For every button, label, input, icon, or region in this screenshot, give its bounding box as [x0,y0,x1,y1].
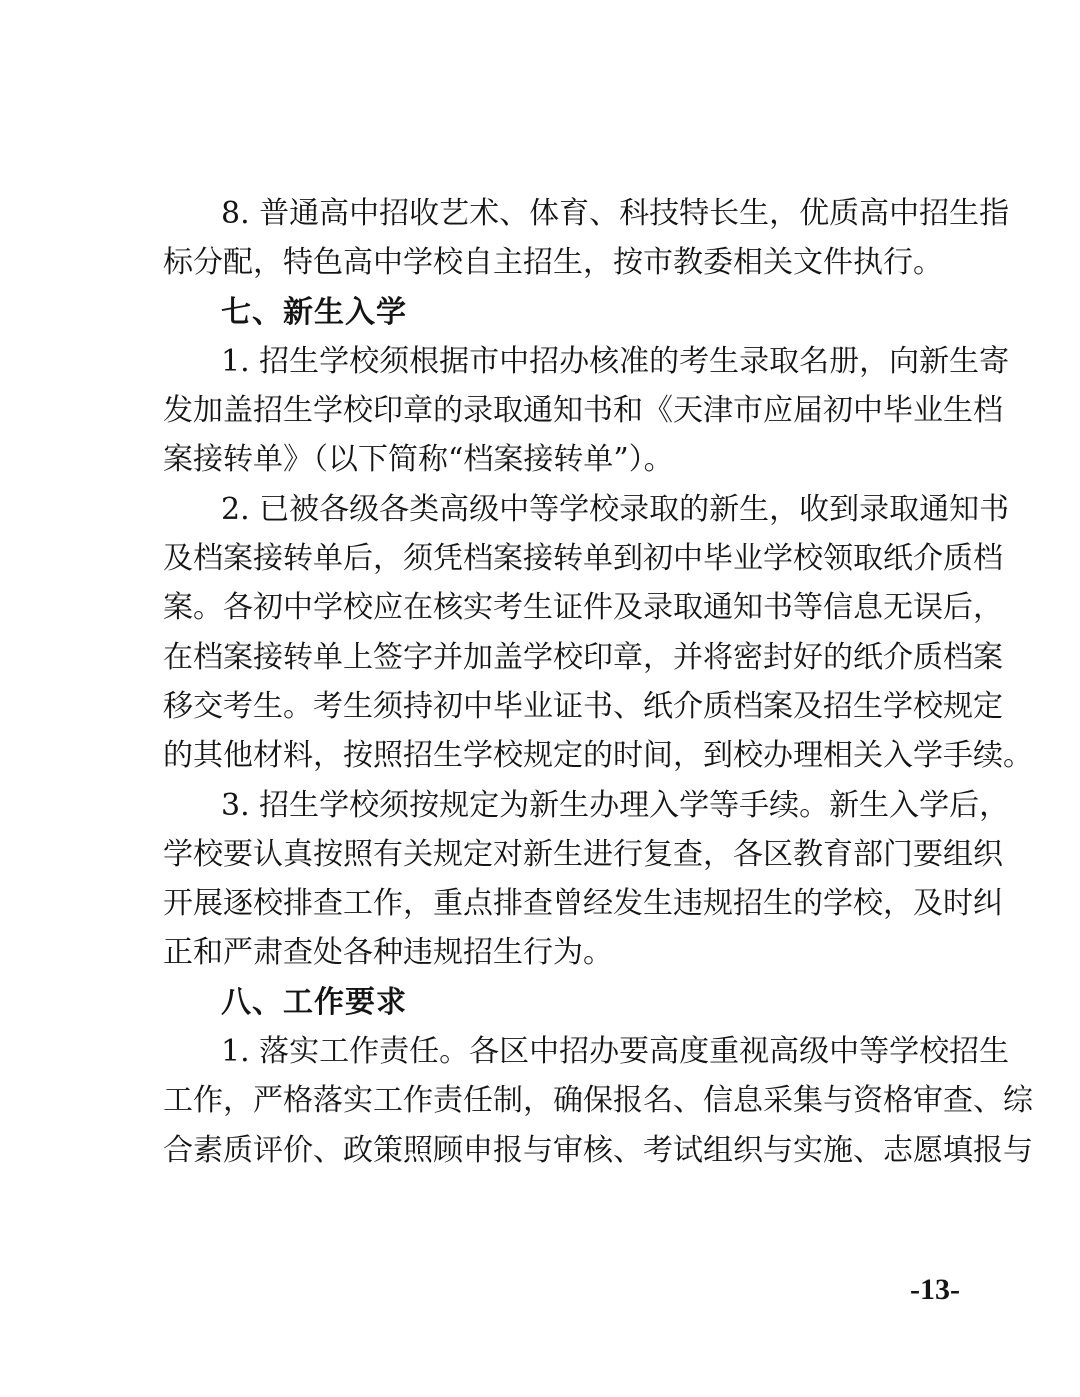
paragraph-7-3-line-2: 学校要认真按照有关规定对新生进行复查，各区教育部门要组织 [163,836,1003,872]
paragraph-8-1-line-2: 工作，严格落实工作责任制，确保报名、信息采集与资格审查、综 [163,1083,1033,1119]
section-heading-7: 七、新生入学 [221,294,407,330]
section-heading-8: 八、工作要求 [221,984,407,1020]
paragraph-7-3-line-4: 正和严肃查处各种违规招生行为。 [163,935,613,971]
paragraph-7-2-line-4: 在档案接转单上签字并加盖学校印章，并将密封好的纸介质档案 [163,639,1003,675]
paragraph-7-3-line-1: 3. 招生学校须按规定为新生办理入学等手续。新生入学后， [221,787,1010,823]
paragraph-7-1-line-3: 案接转单》（以下简称“档案接转单”）。 [163,442,674,478]
paragraph-7-2-line-3: 案。各初中学校应在核实考生证件及录取通知书等信息无误后， [163,590,1003,626]
paragraph-7-2-line-5: 移交考生。考生须持初中毕业证书、纸介质档案及招生学校规定 [163,688,1003,724]
paragraph-8-line-2: 标分配，特色高中学校自主招生，按市教委相关文件执行。 [163,245,943,281]
paragraph-8-line-1: 8. 普通高中招收艺术、体育、科技特长生，优质高中招生指 [221,196,1010,231]
document-body [163,189,1033,1175]
paragraph-7-2-line-6: 的其他材料，按照招生学校规定的时间，到校办理相关入学手续。 [163,738,1033,774]
paragraph-8-1-line-3: 合素质评价、政策照顾申报与审核、考试组织与实施、志愿填报与 [163,1132,1033,1168]
page-number: -13- [910,1273,960,1306]
paragraph-7-3-line-3: 开展逐校排查工作，重点排查曾经发生违规招生的学校，及时纠 [163,886,1003,922]
paragraph-7-1-line-2: 发加盖招生学校印章的录取通知书和《天津市应届初中毕业生档 [163,393,1003,429]
paragraph-7-1-line-1: 1. 招生学校须根据市中招办核准的考生录取名册，向新生寄 [221,343,1010,379]
paragraph-7-2-line-2: 及档案接转单后，须凭档案接转单到初中毕业学校领取纸介质档 [163,541,1003,577]
paragraph-7-2-line-1: 2. 已被各级各类高级中等学校录取的新生，收到录取通知书 [221,491,1010,527]
paragraph-8-1-line-1: 1. 落实工作责任。各区中招办要高度重视高级中等学校招生 [221,1034,1010,1070]
